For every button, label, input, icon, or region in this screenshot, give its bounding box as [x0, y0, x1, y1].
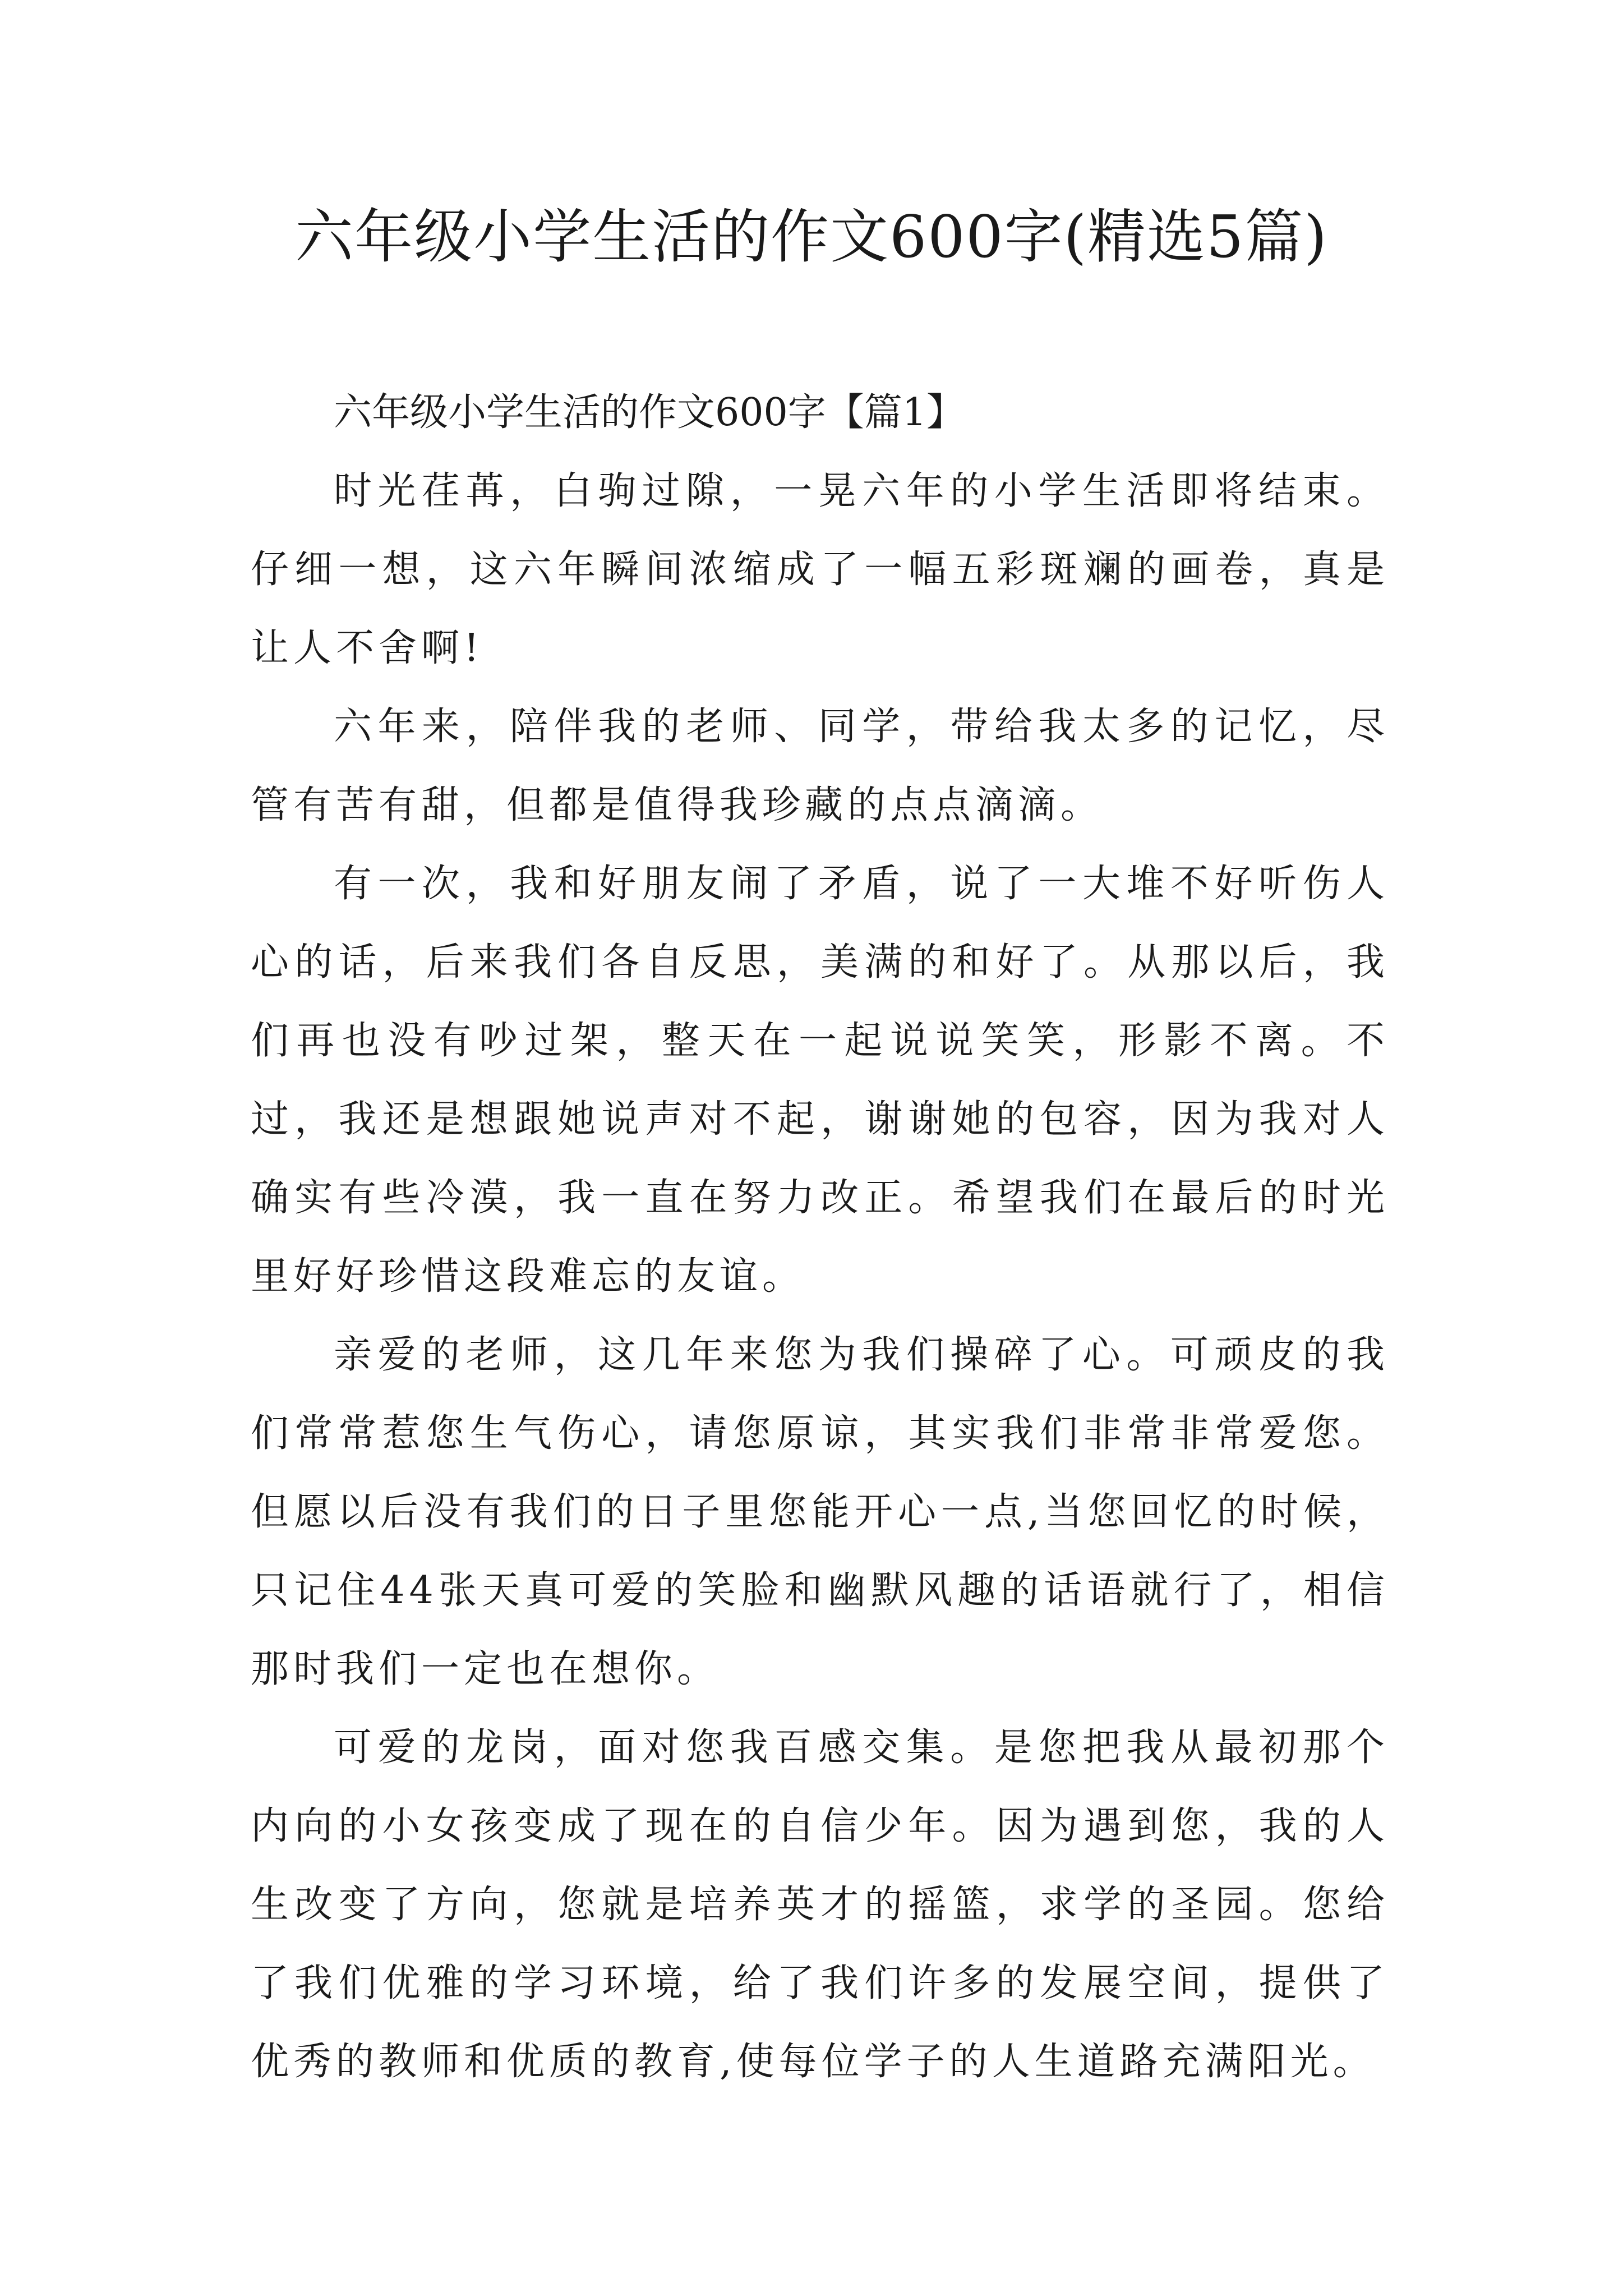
paragraph: 时光荏苒，白驹过隙，一晃六年的小学生活即将结束。仔细一想，这六年瞬间浓缩成了一幅五彩斑斓的画卷，真是让人不舍啊! [251, 469, 1389, 670]
document-body [251, 374, 1389, 2101]
paragraph: 亲爱的老师，这几年来您为我们操碎了心。可顽皮的我们常常惹您生气伤心，请您原谅，其实我们非常非常爱您。但愿以后没有我们的日子里您能开心一点,当您回忆的时候，只记住44张天真可爱的笑脸和幽默风趣的话语就行了，相信那时我们一定也在想你。 [251, 1333, 1389, 1691]
section-heading: 六年级小学生活的作文600字【篇1】 [334, 390, 965, 435]
paragraph: 有一次，我和好朋友闹了矛盾，说了一大堆不好听伤人心的话，后来我们各自反思，美满的和好了。从那以后，我们再也没有吵过架，整天在一起说说笑笑，形影不离。不过，我还是想跟她说声对不起，谢谢她的包容，因为我对人确实有些冷漠，我一直在努力改正。希望我们在最后的时光里好好珍惜这段难忘的友谊。 [251, 862, 1389, 1299]
document-title: 六年级小学生活的作文600字(精选5篇) [295, 203, 1328, 271]
paragraph: 六年来，陪伴我的老师、同学，带给我太多的记忆，尽管有苦有甜，但都是值得我珍藏的点点滴滴。 [251, 705, 1389, 827]
paragraph: 可爱的龙岗，面对您我百感交集。是您把我从最初那个内向的小女孩变成了现在的自信少年。因为遇到您，我的人生改变了方向，您就是培养英才的摇篮，求学的圣园。您给了我们优雅的学习环境，给了我们许多的发展空间，提供了优秀的教师和优质的教育,使每位学子的人生道路充满阳光。 [251, 1726, 1389, 2084]
